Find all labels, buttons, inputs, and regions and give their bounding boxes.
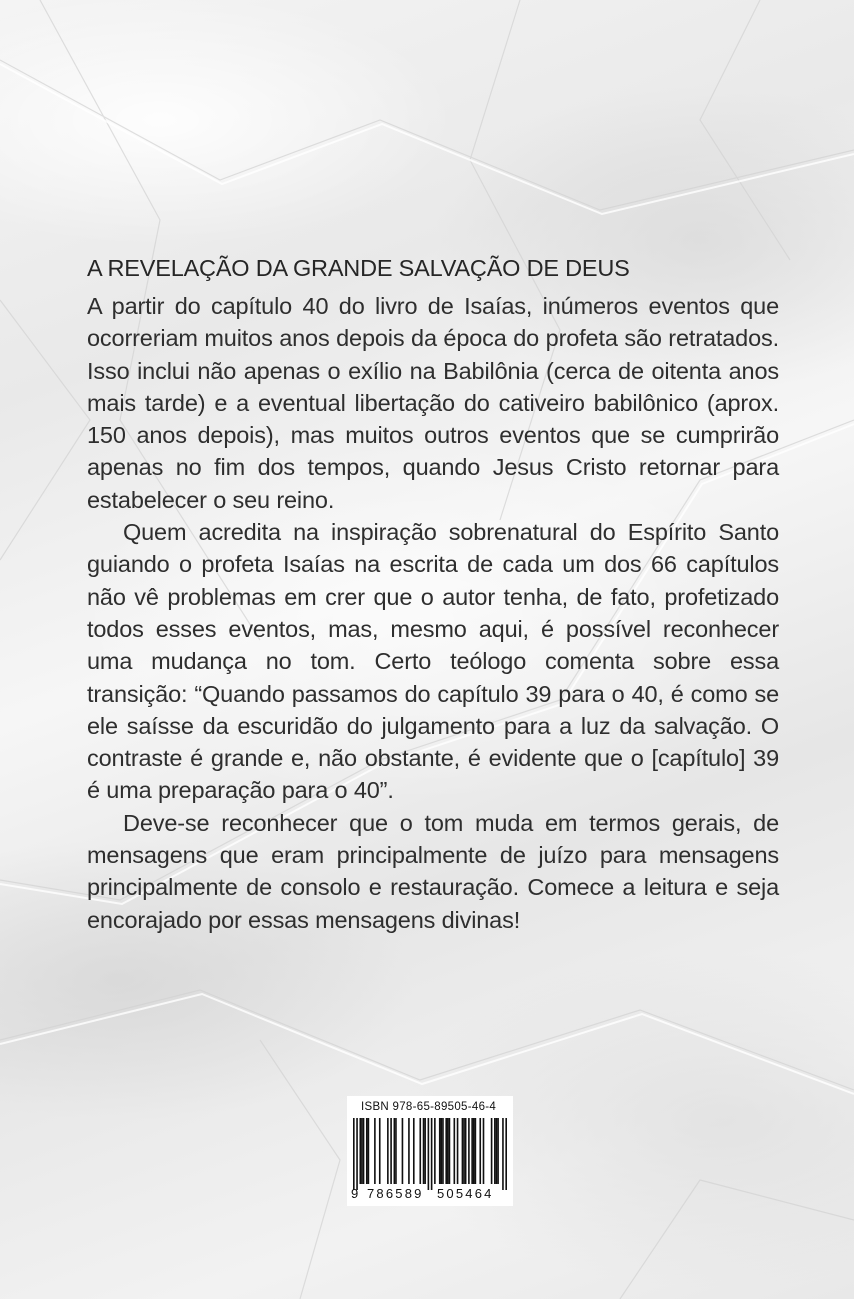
- barcode-bar: [441, 1118, 443, 1184]
- paragraph-2: Quem acredita na inspiração sobrenatural do Espírito Santo guiando o profeta Isaías na escrita de cada um dos 66 capítulos não vê problemas em crer que o autor tenha, de fato, profetizado todos esses eventos, mas, mesmo aqui, é possível reconhecer uma mudança no tom. Certo teólogo comenta sobre essa transição: “Quando passamos do capítulo 39 para o 40, é como se ele saísse da escuridão do julgamento para a luz da salvação. O contraste é grande e, não obstante, é evidente que o [capítulo] 39 é uma preparação para o 40”.: [87, 519, 779, 804]
- back-cover-text: [87, 252, 779, 936]
- paragraph-1: A partir do capítulo 40 do livro de Isaías, inúmeros eventos que ocorreriam muitos anos depois da época do profeta são retratados. Isso inclui não apenas o exílio na Babilônia (cerca de oitenta anos mais tarde) e a eventual libertação do cativeiro babilônico (aprox. 150 anos depois), mas muitos outros eventos que se cumprirão apenas no fim dos tempos, quando Jesus Cristo retornar para estabelecer o seu reino.: [87, 293, 779, 513]
- barcode-bar: [356, 1118, 358, 1190]
- barcode-bar: [497, 1118, 499, 1184]
- barcode-bar: [428, 1118, 430, 1190]
- barcode-bar: [368, 1118, 370, 1184]
- isbn-label: ISBN 978-65-89505-46-4: [361, 1101, 497, 1113]
- barcode-bar: [445, 1118, 447, 1184]
- barcode-bar: [374, 1118, 376, 1184]
- barcode-bar: [402, 1118, 404, 1184]
- barcode-bar: [462, 1118, 464, 1184]
- barcode-bar: [390, 1118, 392, 1184]
- barcode-bar: [505, 1118, 507, 1190]
- barcode-bar: [442, 1118, 444, 1184]
- barcode-bar: [483, 1118, 485, 1184]
- barcode-bar: [471, 1118, 473, 1184]
- barcode-bar: [465, 1118, 467, 1184]
- barcode-bar: [394, 1118, 396, 1184]
- barcode-bar: [395, 1118, 397, 1184]
- barcode-bar: [431, 1118, 433, 1190]
- barcode-bar: [449, 1118, 451, 1184]
- barcode-right-digits: 505464: [437, 1186, 494, 1201]
- barcode-bar: [379, 1118, 381, 1184]
- barcode-bar: [423, 1118, 425, 1184]
- barcode-bar: [454, 1118, 456, 1184]
- back-cover-heading: A REVELAÇÃO DA GRANDE SALVAÇÃO DE DEUS: [87, 255, 630, 281]
- barcode-bar: [494, 1118, 496, 1184]
- barcode-bar: [419, 1118, 421, 1184]
- barcode-bar: [359, 1118, 361, 1184]
- barcode-bar: [457, 1118, 459, 1184]
- barcode-bar: [468, 1118, 470, 1184]
- barcode-bar: [424, 1118, 426, 1184]
- barcode-bar: [496, 1118, 498, 1184]
- barcode-bar: [408, 1118, 410, 1184]
- barcode-bar: [447, 1118, 449, 1184]
- barcode-bar: [413, 1118, 415, 1184]
- barcode-bar: [361, 1118, 363, 1184]
- barcode-bar: [473, 1118, 475, 1184]
- barcode-bar: [439, 1118, 441, 1184]
- barcode-first-digit: 9: [351, 1186, 359, 1201]
- barcode-bar: [502, 1118, 504, 1190]
- paragraph-3: Deve-se reconhecer que o tom muda em termos gerais, de mensagens que eram principalmente de juízo para mensagens principalmente de consolo e restauração. Comece a leitura e seja encorajado por essas mensagens divinas!: [87, 809, 779, 933]
- barcode-bar: [475, 1118, 477, 1184]
- barcode-left-digits: 786589: [367, 1186, 424, 1201]
- barcode-bar: [491, 1118, 493, 1184]
- barcode-bar: [353, 1118, 355, 1190]
- barcode-bar: [463, 1118, 465, 1184]
- barcode-bars: [353, 1118, 507, 1190]
- barcode-bar: [363, 1118, 365, 1184]
- barcode-bar: [366, 1118, 368, 1184]
- isbn-barcode: [347, 1096, 513, 1206]
- barcode-bar: [479, 1118, 481, 1184]
- barcode-bar: [434, 1118, 436, 1184]
- barcode-bar: [387, 1118, 389, 1184]
